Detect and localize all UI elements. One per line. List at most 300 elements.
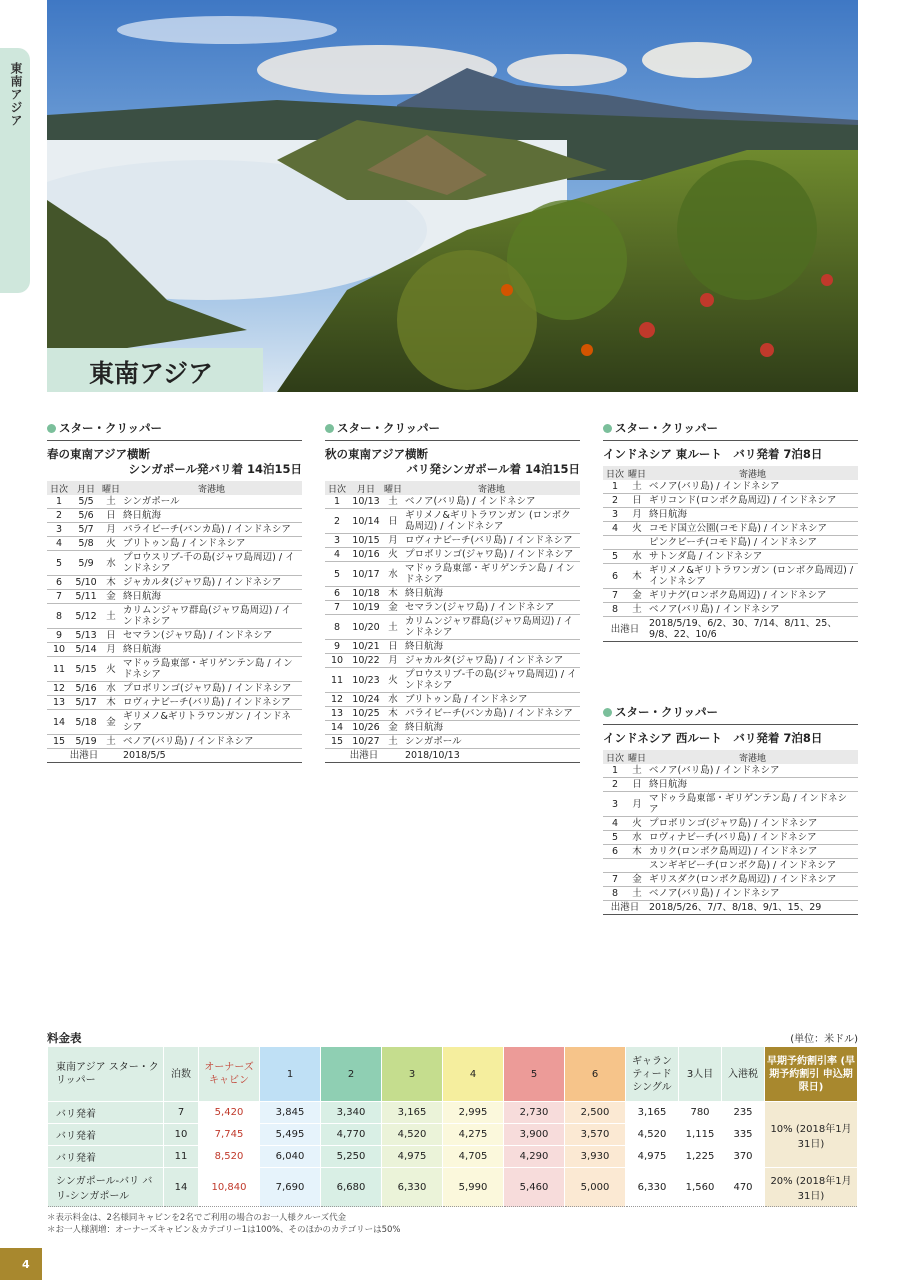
departure-row <box>603 901 858 915</box>
day-cell: 10 <box>47 643 71 657</box>
day-cell: 火 <box>101 657 121 682</box>
itinerary-row <box>603 589 858 603</box>
price-header-early-discount: 早期予約割引率 (早期予約割引 申込期限日) <box>765 1047 858 1102</box>
itinerary-row <box>603 778 858 792</box>
price-header-cat3: 3 <box>382 1047 443 1102</box>
day-cell: 金 <box>383 601 403 615</box>
day-cell: 13 <box>325 707 349 721</box>
price-route-cell: シンガポール-バリ バリ-シンガポール <box>48 1168 164 1207</box>
port-cell: セマラン(ジャワ島) / インドネシア <box>403 601 580 615</box>
day-cell: 10/13 <box>349 495 383 509</box>
day-cell: 9 <box>325 640 349 654</box>
day-cell: 1 <box>325 495 349 509</box>
day-cell: 5/6 <box>71 509 101 523</box>
day-cell: 土 <box>383 735 403 749</box>
day-cell: 水 <box>383 693 403 707</box>
cruise-title-line1: 春の東南アジア横断 <box>47 447 151 461</box>
col-header-weekday: 曜日 <box>101 481 121 495</box>
day-cell: 5/5 <box>71 495 101 509</box>
day-cell: 木 <box>101 576 121 590</box>
port-cell: ベノア(バリ島) / インドネシア <box>647 887 858 901</box>
day-cell <box>603 536 627 550</box>
itinerary-row <box>603 603 858 617</box>
port-cell: カリムンジャワ群島(ジャワ島周辺) / インドネシア <box>121 604 302 629</box>
day-cell: 3 <box>603 508 627 522</box>
itinerary-row <box>325 534 580 548</box>
departure-row <box>325 749 580 763</box>
day-cell: 水 <box>627 550 647 564</box>
day-cell: 2 <box>603 778 627 792</box>
col-header-weekday: 曜日 <box>627 750 647 764</box>
day-cell: 土 <box>383 615 403 640</box>
port-cell: 終日航海 <box>403 640 580 654</box>
day-cell: 土 <box>627 887 647 901</box>
price-header-cat4: 4 <box>443 1047 504 1102</box>
departure-label: 出港日 <box>47 749 121 763</box>
port-cell: サトンダ島 / インドネシア <box>647 550 858 564</box>
day-cell: 土 <box>383 495 403 509</box>
col-header-weekday: 曜日 <box>383 481 403 495</box>
day-cell: 5 <box>603 831 627 845</box>
day-cell: 5/12 <box>71 604 101 629</box>
port-cell: プロボリンゴ(ジャワ島) / インドネシア <box>403 548 580 562</box>
departure-value: 2018/5/26、7/7、8/18、9/1、15、29 <box>647 901 858 915</box>
price-cell: 6,680 <box>321 1168 382 1207</box>
day-cell: 5/15 <box>71 657 101 682</box>
price-cell: 7 <box>164 1102 199 1124</box>
day-cell: 7 <box>47 590 71 604</box>
day-cell: 土 <box>101 735 121 749</box>
day-cell: 13 <box>47 696 71 710</box>
itinerary-row <box>47 682 302 696</box>
day-cell: 5/13 <box>71 629 101 643</box>
price-cell: 8,520 <box>199 1146 260 1168</box>
itinerary-row <box>47 629 302 643</box>
day-cell: 6 <box>325 587 349 601</box>
day-cell: 日 <box>101 629 121 643</box>
day-cell: 14 <box>47 710 71 735</box>
itinerary-row <box>603 873 858 887</box>
port-cell: ロヴィナビーチ(バリ島) / インドネシア <box>403 534 580 548</box>
port-cell: プロボリンゴ(ジャワ島) / インドネシア <box>647 817 858 831</box>
price-route-cell: バリ発着 <box>48 1124 164 1146</box>
day-cell: 15 <box>325 735 349 749</box>
day-cell: 11 <box>47 657 71 682</box>
port-cell: パライビーチ(バンカ島) / インドネシア <box>121 523 302 537</box>
port-cell: パライビーチ(バンカ島) / インドネシア <box>403 707 580 721</box>
port-cell: ギリメノ&ギリトラワンガン (ロンボク島周辺) / インドネシア <box>647 564 858 589</box>
col-header-port: 寄港地 <box>121 481 302 495</box>
page-number: 4 <box>22 1258 30 1271</box>
itinerary-row <box>325 615 580 640</box>
itinerary-row <box>325 587 580 601</box>
day-cell: 土 <box>627 603 647 617</box>
day-cell: 木 <box>383 587 403 601</box>
day-cell: 火 <box>101 537 121 551</box>
itinerary-row <box>325 707 580 721</box>
day-cell: 2 <box>603 494 627 508</box>
price-header-cat6: 6 <box>565 1047 626 1102</box>
itinerary-row <box>603 494 858 508</box>
itinerary-table <box>603 750 858 915</box>
col-header-weekday: 曜日 <box>627 466 647 480</box>
day-cell: 10 <box>325 654 349 668</box>
day-cell: 7 <box>603 873 627 887</box>
price-cell: 335 <box>722 1124 765 1146</box>
day-cell: 10/16 <box>349 548 383 562</box>
divider <box>325 440 580 441</box>
price-cell: 780 <box>679 1102 722 1124</box>
port-cell: カリムンジャワ群島(ジャワ島周辺) / インドネシア <box>403 615 580 640</box>
price-cell: 10 <box>164 1124 199 1146</box>
early-discount-cell: 10% (2018年1月31日) <box>765 1102 858 1168</box>
day-cell: 5/7 <box>71 523 101 537</box>
port-cell: プロウスリブ-千の島(ジャワ島周辺) / インドネシア <box>121 551 302 576</box>
port-cell: ベノア(バリ島) / インドネシア <box>403 495 580 509</box>
col-header-port: 寄港地 <box>403 481 580 495</box>
col-header-port: 寄港地 <box>647 466 858 480</box>
day-cell: 水 <box>101 551 121 576</box>
day-cell: 7 <box>325 601 349 615</box>
day-cell: 5/10 <box>71 576 101 590</box>
port-cell: ジャカルタ(ジャワ島) / インドネシア <box>121 576 302 590</box>
itinerary-column-3-west <box>603 704 858 915</box>
departure-label: 出港日 <box>325 749 403 763</box>
day-cell: 4 <box>603 522 627 536</box>
price-cell: 11 <box>164 1146 199 1168</box>
port-cell: シンガポール <box>121 495 302 509</box>
itinerary-row <box>47 643 302 657</box>
itinerary-row <box>47 551 302 576</box>
day-cell: 10/26 <box>349 721 383 735</box>
price-cell: 6,040 <box>260 1146 321 1168</box>
day-cell: 10/20 <box>349 615 383 640</box>
price-cell: 6,330 <box>626 1168 679 1207</box>
price-cell: 4,520 <box>382 1124 443 1146</box>
port-cell: ベノア(バリ島) / インドネシア <box>121 735 302 749</box>
port-cell: 終日航海 <box>403 721 580 735</box>
port-cell: マドゥラ島東部・ギリゲンテン島 / インドネシア <box>647 792 858 817</box>
port-cell: プロボリンゴ(ジャワ島) / インドネシア <box>121 682 302 696</box>
price-cell: 4,975 <box>382 1146 443 1168</box>
day-cell: 4 <box>47 537 71 551</box>
day-cell: 1 <box>603 764 627 778</box>
price-header-owners: オーナーズ キャビン <box>199 1047 260 1102</box>
port-cell: ブリトゥン島 / インドネシア <box>121 537 302 551</box>
cruise-title-line2: シンガポール発バリ着 14泊15日 <box>128 462 302 476</box>
price-cell: 5,420 <box>199 1102 260 1124</box>
day-cell: 1 <box>603 480 627 494</box>
day-cell: 金 <box>383 721 403 735</box>
day-cell: 7 <box>603 589 627 603</box>
hero-photo <box>47 0 858 392</box>
note-line: ＊お一人様割増：オーナーズキャビン＆カテゴリー1は100%、そのほかのカテゴリーは50% <box>47 1225 401 1235</box>
price-cell: 3,165 <box>382 1102 443 1124</box>
day-cell: 5/14 <box>71 643 101 657</box>
price-table <box>47 1046 858 1207</box>
price-header-nights: 泊数 <box>164 1047 199 1102</box>
itinerary-row <box>47 590 302 604</box>
port-cell: ベノア(バリ島) / インドネシア <box>647 603 858 617</box>
port-cell: ギリコンド(ロンボク島周辺) / インドネシア <box>647 494 858 508</box>
itinerary-row <box>325 693 580 707</box>
day-cell: 月 <box>101 643 121 657</box>
hero-title: 東南アジア <box>89 359 214 388</box>
price-cell: 4,520 <box>626 1124 679 1146</box>
day-cell: 5/16 <box>71 682 101 696</box>
port-cell: マドゥラ島東部・ギリゲンテン島 / インドネシア <box>403 562 580 587</box>
day-cell: 5/18 <box>71 710 101 735</box>
price-cell: 1,115 <box>679 1124 722 1146</box>
day-cell: 木 <box>101 696 121 710</box>
day-cell: 10/14 <box>349 509 383 534</box>
port-cell: コモド国立公園(コモド島) / インドネシア <box>647 522 858 536</box>
departure-value: 2018/5/19、6/2、30、7/14、8/11、25、9/8、22、10/6 <box>647 617 858 642</box>
day-cell: 金 <box>627 589 647 603</box>
price-header-guaranteed-single: ギャラン ティード シングル <box>626 1047 679 1102</box>
itinerary-row <box>603 764 858 778</box>
day-cell: 3 <box>325 534 349 548</box>
price-cell: 235 <box>722 1102 765 1124</box>
itinerary-row <box>47 576 302 590</box>
day-cell: 水 <box>627 831 647 845</box>
day-cell: 日 <box>627 778 647 792</box>
dot-icon <box>325 424 334 433</box>
day-cell: 1 <box>47 495 71 509</box>
departure-value: 2018/10/13 <box>403 749 580 763</box>
itinerary-column-3-east <box>603 420 858 642</box>
notes <box>47 1212 401 1236</box>
day-cell: 10/27 <box>349 735 383 749</box>
col-header-date: 月日 <box>349 481 383 495</box>
day-cell: 12 <box>47 682 71 696</box>
price-cell: 3,340 <box>321 1102 382 1124</box>
price-table-heading: 料金表 <box>47 1031 82 1045</box>
port-cell: 終日航海 <box>647 508 858 522</box>
price-cell: 7,745 <box>199 1124 260 1146</box>
port-cell: 終日航海 <box>403 587 580 601</box>
day-cell: 4 <box>325 548 349 562</box>
itinerary-row <box>47 495 302 509</box>
category-label <box>47 420 302 436</box>
itinerary-table <box>603 466 858 642</box>
itinerary-row <box>603 508 858 522</box>
price-unit: (単位：米ドル) <box>790 1034 858 1045</box>
day-cell: 10/17 <box>349 562 383 587</box>
departure-row <box>603 617 858 642</box>
price-cell: 5,460 <box>504 1168 565 1207</box>
category-label <box>603 704 858 720</box>
itinerary-row <box>603 845 858 859</box>
port-cell: ギリメノ&ギリトラワンガン / インドネシア <box>121 710 302 735</box>
day-cell: 5/9 <box>71 551 101 576</box>
price-cell: 10,840 <box>199 1168 260 1207</box>
price-cell: 3,900 <box>504 1124 565 1146</box>
itinerary-row <box>47 735 302 749</box>
day-cell: 10/24 <box>349 693 383 707</box>
day-cell: 2 <box>325 509 349 534</box>
itinerary-row <box>603 859 858 873</box>
day-cell: 水 <box>383 562 403 587</box>
itinerary-row <box>47 696 302 710</box>
itinerary-table <box>47 481 302 763</box>
category-text: スター・クリッパー <box>337 421 441 435</box>
port-cell: ベノア(バリ島) / インドネシア <box>647 480 858 494</box>
day-cell: 火 <box>383 668 403 693</box>
cruise-title: インドネシア 東ルート バリ発着 7泊8日 <box>603 447 823 461</box>
col-header-date: 月日 <box>71 481 101 495</box>
cruise-title-line2: バリ発シンガポール着 14泊15日 <box>406 462 580 476</box>
price-cell: 4,290 <box>504 1146 565 1168</box>
itinerary-row <box>603 887 858 901</box>
day-cell: 6 <box>603 845 627 859</box>
day-cell: 5/11 <box>71 590 101 604</box>
price-row <box>48 1102 858 1124</box>
price-cell: 4,975 <box>626 1146 679 1168</box>
itinerary-row <box>47 710 302 735</box>
day-cell: 土 <box>101 495 121 509</box>
divider <box>603 724 858 725</box>
departure-label: 出港日 <box>603 901 647 915</box>
category-text: スター・クリッパー <box>59 421 163 435</box>
divider <box>47 440 302 441</box>
price-cell: 4,770 <box>321 1124 382 1146</box>
price-cell: 3,930 <box>565 1146 626 1168</box>
day-cell: 5/17 <box>71 696 101 710</box>
day-cell <box>627 536 647 550</box>
day-cell: 9 <box>47 629 71 643</box>
port-cell: 終日航海 <box>121 509 302 523</box>
day-cell: 木 <box>627 845 647 859</box>
port-cell: ブリトゥン島 / インドネシア <box>403 693 580 707</box>
itinerary-row <box>325 562 580 587</box>
port-cell: スンギギビーチ(ロンボク島) / インドネシア <box>647 859 858 873</box>
port-cell: ジャカルタ(ジャワ島) / インドネシア <box>403 654 580 668</box>
day-cell: 3 <box>603 792 627 817</box>
day-cell: 土 <box>101 604 121 629</box>
itinerary-row <box>603 831 858 845</box>
col-header-day: 日次 <box>47 481 71 495</box>
price-cell: 470 <box>722 1168 765 1207</box>
day-cell: 日 <box>627 494 647 508</box>
day-cell: 10/23 <box>349 668 383 693</box>
day-cell: 火 <box>383 548 403 562</box>
early-discount-cell: 20% (2018年1月31日) <box>765 1168 858 1207</box>
day-cell: 木 <box>383 707 403 721</box>
itinerary-row <box>325 721 580 735</box>
dot-icon <box>603 424 612 433</box>
day-cell: 14 <box>325 721 349 735</box>
itinerary-row <box>47 657 302 682</box>
day-cell: 金 <box>627 873 647 887</box>
port-cell: ロヴィナビーチ(バリ島) / インドネシア <box>647 831 858 845</box>
day-cell: 10/15 <box>349 534 383 548</box>
dot-icon <box>47 424 56 433</box>
day-cell: 6 <box>603 564 627 589</box>
price-cell: 1,225 <box>679 1146 722 1168</box>
day-cell: 月 <box>101 523 121 537</box>
itinerary-column-2 <box>325 420 580 763</box>
day-cell: 8 <box>603 603 627 617</box>
itinerary-row <box>603 792 858 817</box>
day-cell: 8 <box>325 615 349 640</box>
price-cell: 2,995 <box>443 1102 504 1124</box>
itinerary-row <box>603 564 858 589</box>
itinerary-row <box>47 604 302 629</box>
itinerary-row <box>603 480 858 494</box>
price-row <box>48 1168 858 1207</box>
price-header-cat1: 1 <box>260 1047 321 1102</box>
day-cell: 火 <box>627 522 647 536</box>
price-cell: 4,275 <box>443 1124 504 1146</box>
cruise-title <box>47 447 302 477</box>
itinerary-row <box>325 548 580 562</box>
category-label <box>603 420 858 436</box>
price-route-cell: バリ発着 <box>48 1146 164 1168</box>
category-text: スター・クリッパー <box>615 421 719 435</box>
price-cell: 6,330 <box>382 1168 443 1207</box>
col-header-day: 日次 <box>603 750 627 764</box>
day-cell <box>603 859 627 873</box>
day-cell: 5/19 <box>71 735 101 749</box>
day-cell: 月 <box>383 654 403 668</box>
day-cell: 10/25 <box>349 707 383 721</box>
price-header-third-person: 3人目 <box>679 1047 722 1102</box>
price-cell: 5,000 <box>565 1168 626 1207</box>
day-cell: 日 <box>101 509 121 523</box>
day-cell: 6 <box>47 576 71 590</box>
day-cell: 10/18 <box>349 587 383 601</box>
day-cell: 金 <box>101 590 121 604</box>
day-cell: 水 <box>101 682 121 696</box>
price-route-cell: バリ発着 <box>48 1102 164 1124</box>
itinerary-row <box>325 735 580 749</box>
day-cell: 4 <box>603 817 627 831</box>
day-cell: 11 <box>325 668 349 693</box>
day-cell: 土 <box>627 764 647 778</box>
price-row <box>48 1124 858 1146</box>
port-cell: 終日航海 <box>121 590 302 604</box>
day-cell: 5/8 <box>71 537 101 551</box>
price-cell: 14 <box>164 1168 199 1207</box>
section-side-tab <box>0 48 30 293</box>
day-cell: 10/22 <box>349 654 383 668</box>
day-cell: 10/21 <box>349 640 383 654</box>
divider <box>603 440 858 441</box>
price-cell: 370 <box>722 1146 765 1168</box>
itinerary-row <box>603 536 858 550</box>
price-cell: 5,495 <box>260 1124 321 1146</box>
port-cell: ベノア(バリ島) / インドネシア <box>647 764 858 778</box>
port-cell: ギリスダク(ロンボク島周辺) / インドネシア <box>647 873 858 887</box>
itinerary-row <box>325 509 580 534</box>
itinerary-row <box>325 601 580 615</box>
day-cell: 日 <box>383 640 403 654</box>
price-header-cat2: 2 <box>321 1047 382 1102</box>
itinerary-row <box>47 523 302 537</box>
note-line: ＊表示料金は、2名様同キャビンを2名でご利用の場合のお一人様クルーズ代金 <box>47 1213 347 1223</box>
day-cell: 月 <box>383 534 403 548</box>
day-cell: 5 <box>603 550 627 564</box>
port-cell: 終日航海 <box>647 778 858 792</box>
price-cell: 3,845 <box>260 1102 321 1124</box>
price-cell: 5,990 <box>443 1168 504 1207</box>
itinerary-row <box>603 817 858 831</box>
day-cell: 5 <box>47 551 71 576</box>
day-cell: 火 <box>627 817 647 831</box>
port-cell: ギリナグ(ロンボク島周辺) / インドネシア <box>647 589 858 603</box>
price-cell: 2,730 <box>504 1102 565 1124</box>
